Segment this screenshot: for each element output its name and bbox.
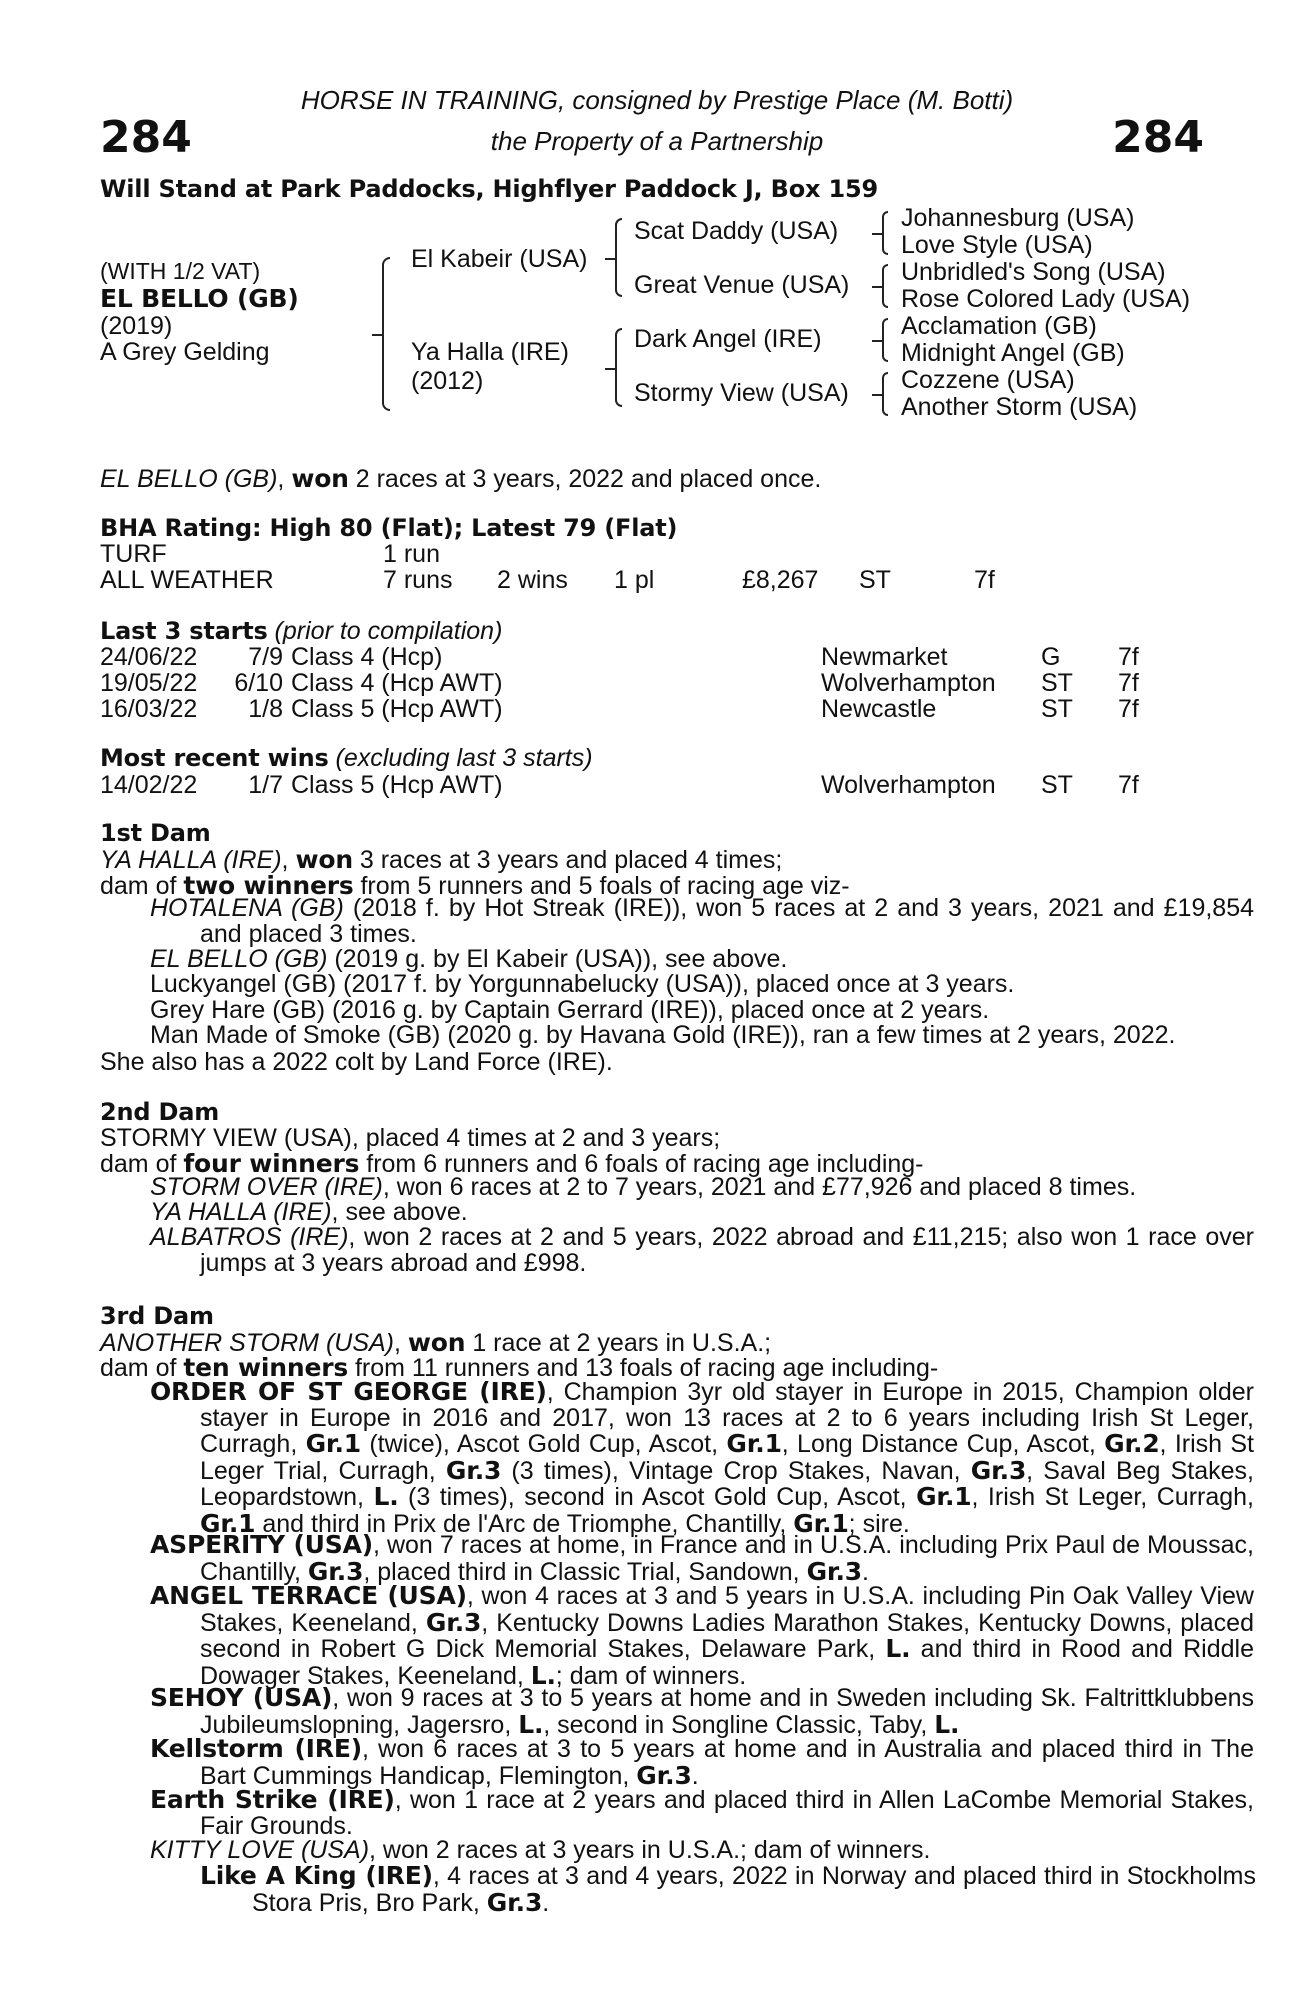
grandsire-2: Love Style (USA) — [901, 231, 1093, 259]
aw-wins: 2 wins — [497, 566, 568, 594]
dam3-heading: 3rd Dam — [100, 1302, 214, 1330]
sire-dam: Great Venue (USA) — [634, 271, 850, 299]
sire-sire: Scat Daddy (USA) — [634, 217, 839, 245]
dam2-foal-albatros: ALBATROS (IRE), won 2 races at 2 and 5 years, 2022 abroad and £11,215; also won 1 race over jumps at 3 years abroad and £998. — [150, 1223, 1254, 1277]
dam3-foal-angel-terrace: ANGEL TERRACE (USA), won 4 races at 3 and 5 years in U.S.A. including Pin Oak Valley View Stakes, Keeneland, Gr.3, Kentucky Downs Ladies Marathon Stakes, Kentucky Downs, placed second in Robert G Dick Memorial Stakes, Delaware Park, L. and third in Rood and Riddle Dowager Stakes, Keeneland, L.; dam of winners. — [150, 1581, 1254, 1690]
dam3-foal-kitty-love: KITTY LOVE (USA), won 2 races at 3 years in U.S.A.; dam of winners. — [150, 1836, 931, 1864]
pedigree-brace-sire — [615, 218, 622, 297]
last3-class: Class 4 (Hcp) — [291, 643, 443, 671]
dam: Ya Halla (IRE) — [411, 338, 569, 366]
grandsire-6: Midnight Angel (GB) — [901, 339, 1125, 367]
last3-course: Newcastle — [821, 695, 937, 723]
last3-position: 1/8 — [248, 695, 283, 723]
aw-prize: £8,267 — [742, 566, 819, 594]
vat-note: (WITH 1/2 VAT) — [100, 258, 261, 284]
aw-distance: 7f — [974, 566, 995, 594]
grandsire-1: Johannesburg (USA) — [901, 204, 1135, 232]
pedigree-brace-g4 — [882, 372, 888, 416]
dam3-foal-sehoy: SEHOY (USA), won 9 races at 3 to 5 years at home and in Sweden including Sk. Faltrittklubbens Jubileumslopning, Jagersro, L., second in Songline Classic, Taby, L. — [150, 1683, 1255, 1739]
dam3-foal-earth-strike: Earth Strike (IRE), won 1 race at 2 years and placed third in Allen LaCombe Memorial Stakes, Fair Grounds. — [150, 1785, 1254, 1840]
recent-date: 14/02/22 — [100, 771, 198, 799]
pedigree-brace-dam — [615, 328, 622, 407]
last3-distance: 7f — [1118, 695, 1139, 723]
turf-runs: 1 run — [383, 540, 440, 568]
pedigree-brace-g1 — [882, 211, 888, 255]
race-summary: EL BELLO (GB), won 2 races at 3 years, 2022 and placed once. — [100, 464, 822, 493]
last3-date: 19/05/22 — [100, 669, 198, 697]
dam3-foal-asperity: ASPERITY (USA), won 7 races at home, in France and in U.S.A. including Prix Paul de Moussac, Chantilly, Gr.3, placed third in Classic Trial, Sandown, Gr.3. — [150, 1530, 1254, 1586]
aw-label: ALL WEATHER — [100, 566, 274, 594]
grandsire-8: Another Storm (USA) — [901, 393, 1138, 421]
last3-course: Newmarket — [821, 643, 948, 671]
recent-course: Wolverhampton — [821, 771, 996, 799]
pedigree-brace-g2 — [882, 264, 888, 308]
dam1-foal-grey-hare: Grey Hare (GB) (2016 g. by Captain Gerrard (IRE)), placed once at 2 years. — [150, 996, 990, 1024]
last3-distance: 7f — [1118, 669, 1139, 697]
turf-label: TURF — [100, 540, 167, 568]
dam3-record: ANOTHER STORM (USA), won 1 race at 2 years in U.S.A.; — [100, 1328, 772, 1357]
dam3-produce-summary: dam of ten winners from 11 runners and 13 foals of racing age including- — [100, 1353, 939, 1382]
last3-position: 6/10 — [234, 669, 283, 697]
recent-wins-heading: Most recent wins (excluding last 3 starts) — [100, 744, 593, 772]
recent-class: Class 5 (Hcp AWT) — [291, 771, 503, 799]
aw-runs: 7 runs — [383, 566, 453, 594]
last3-going: ST — [1041, 695, 1073, 723]
last3-heading: Last 3 starts (prior to compilation) — [100, 617, 503, 645]
recent-going: ST — [1041, 771, 1073, 799]
grandsire-7: Cozzene (USA) — [901, 366, 1075, 394]
dam3-foal-kellstorm: Kellstorm (IRE), won 6 races at 3 to 5 years at home and in Australia and placed third in The Bart Cummings Handicap, Flemington, Gr.3. — [150, 1734, 1254, 1790]
pedigree-brace-main — [382, 257, 390, 411]
dam2-record: STORMY VIEW (USA), placed 4 times at 2 and 3 years; — [100, 1124, 721, 1152]
last3-class: Class 5 (Hcp AWT) — [291, 695, 503, 723]
dam2-foal-ya-halla: YA HALLA (IRE), see above. — [150, 1198, 468, 1226]
dam2-produce-summary: dam of four winners from 6 runners and 6 foals of racing age including- — [100, 1149, 924, 1178]
recent-distance: 7f — [1118, 771, 1139, 799]
recent-position: 1/7 — [248, 771, 283, 799]
last3-course: Wolverhampton — [821, 669, 996, 697]
horse-description: A Grey Gelding — [100, 338, 270, 366]
consignment-line: HORSE IN TRAINING, consigned by Prestige Place (M. Botti) — [300, 85, 1014, 115]
last3-distance: 7f — [1118, 643, 1139, 671]
dam1-foal-luckyangel: Luckyangel (GB) (2017 f. by Yorgunnabelucky (USA)), placed once at 3 years. — [150, 970, 1015, 998]
last3-date: 24/06/22 — [100, 643, 198, 671]
last3-class: Class 4 (Hcp AWT) — [291, 669, 503, 697]
horse-name: EL BELLO (GB) — [100, 284, 299, 313]
dam-sire: Dark Angel (IRE) — [634, 325, 822, 353]
dam1-record: YA HALLA (IRE), won 3 races at 3 years and placed 4 times; — [100, 845, 783, 874]
dam1-foal-el-bello: EL BELLO (GB) (2019 g. by El Kabeir (USA)), see above. — [150, 945, 788, 973]
dam1-heading: 1st Dam — [100, 819, 211, 847]
lot-number-right: 284 — [1112, 112, 1204, 163]
last3-going: ST — [1041, 669, 1073, 697]
lot-number-left: 284 — [100, 112, 192, 163]
last3-position: 7/9 — [248, 643, 283, 671]
dam2-foal-storm-over: STORM OVER (IRE), won 6 races at 2 to 7 years, 2021 and £77,926 and placed 8 times. — [150, 1173, 1137, 1201]
dam-year: (2012) — [411, 367, 484, 395]
horse-year: (2019) — [100, 312, 173, 340]
dam1-produce-summary: dam of two winners from 5 runners and 5 foals of racing age viz- — [100, 871, 850, 900]
aw-placed: 1 pl — [614, 566, 655, 594]
dam1-foal-hotalena: HOTALENA (GB) (2018 f. by Hot Streak (IRE)), won 5 races at 2 and 3 years, 2021 and £19,854 and placed 3 times. — [150, 894, 1255, 948]
property-line: the Property of a Partnership — [490, 126, 824, 156]
grandsire-4: Rose Colored Lady (USA) — [901, 285, 1191, 313]
grandsire-3: Unbridled's Song (USA) — [901, 258, 1166, 286]
grandsire-5: Acclamation (GB) — [901, 312, 1097, 340]
last3-going: G — [1041, 643, 1061, 671]
bha-rating: BHA Rating: High 80 (Flat); Latest 79 (Flat) — [100, 514, 678, 542]
dam-dam: Stormy View (USA) — [634, 379, 849, 407]
last3-date: 16/03/22 — [100, 695, 198, 723]
dam1-foal-man-made-of-smoke: Man Made of Smoke (GB) (2020 g. by Havana Gold (IRE)), ran a few times at 2 years, 2022. — [150, 1021, 1176, 1049]
dam1-current-colt: She also has a 2022 colt by Land Force (IRE). — [100, 1048, 613, 1076]
stand-location: Will Stand at Park Paddocks, Highflyer Paddock J, Box 159 — [100, 175, 878, 203]
aw-going: ST — [859, 566, 891, 594]
pedigree-brace-g3 — [882, 318, 888, 362]
dam3-foal-order-of-st-george: ORDER OF ST GEORGE (IRE), Champion 3yr old stayer in Europe in 2015, Champion older stayer in Europe in 2016 and 2017, won 13 races at 2 to 6 years including Irish St Leger, Curragh, Gr.1 (twice), Ascot Gold Cup, Ascot, Gr.1, Long Distance Cup, Ascot, Gr.2, Irish St Leger Trial, Curragh, Gr.3 (3 times), Vintage Crop Stakes, Navan, Gr.3, Saval Beg Stakes, Leopardstown, L. (3 times), second in Ascot Gold Cup, Ascot, Gr.1, Irish St Leger, Curragh, Gr.1 and third in Prix de l'Arc de Triomphe, Chantilly, Gr.1; sire. — [150, 1377, 1255, 1538]
dam3-grandfoal-like-a-king: Like A King (IRE), 4 races at 3 and 4 years, 2022 in Norway and placed third in Stockholms Stora Pris, Bro Park, Gr.3. — [200, 1861, 1256, 1917]
dam2-heading: 2nd Dam — [100, 1098, 220, 1126]
sire: El Kabeir (USA) — [411, 245, 588, 273]
